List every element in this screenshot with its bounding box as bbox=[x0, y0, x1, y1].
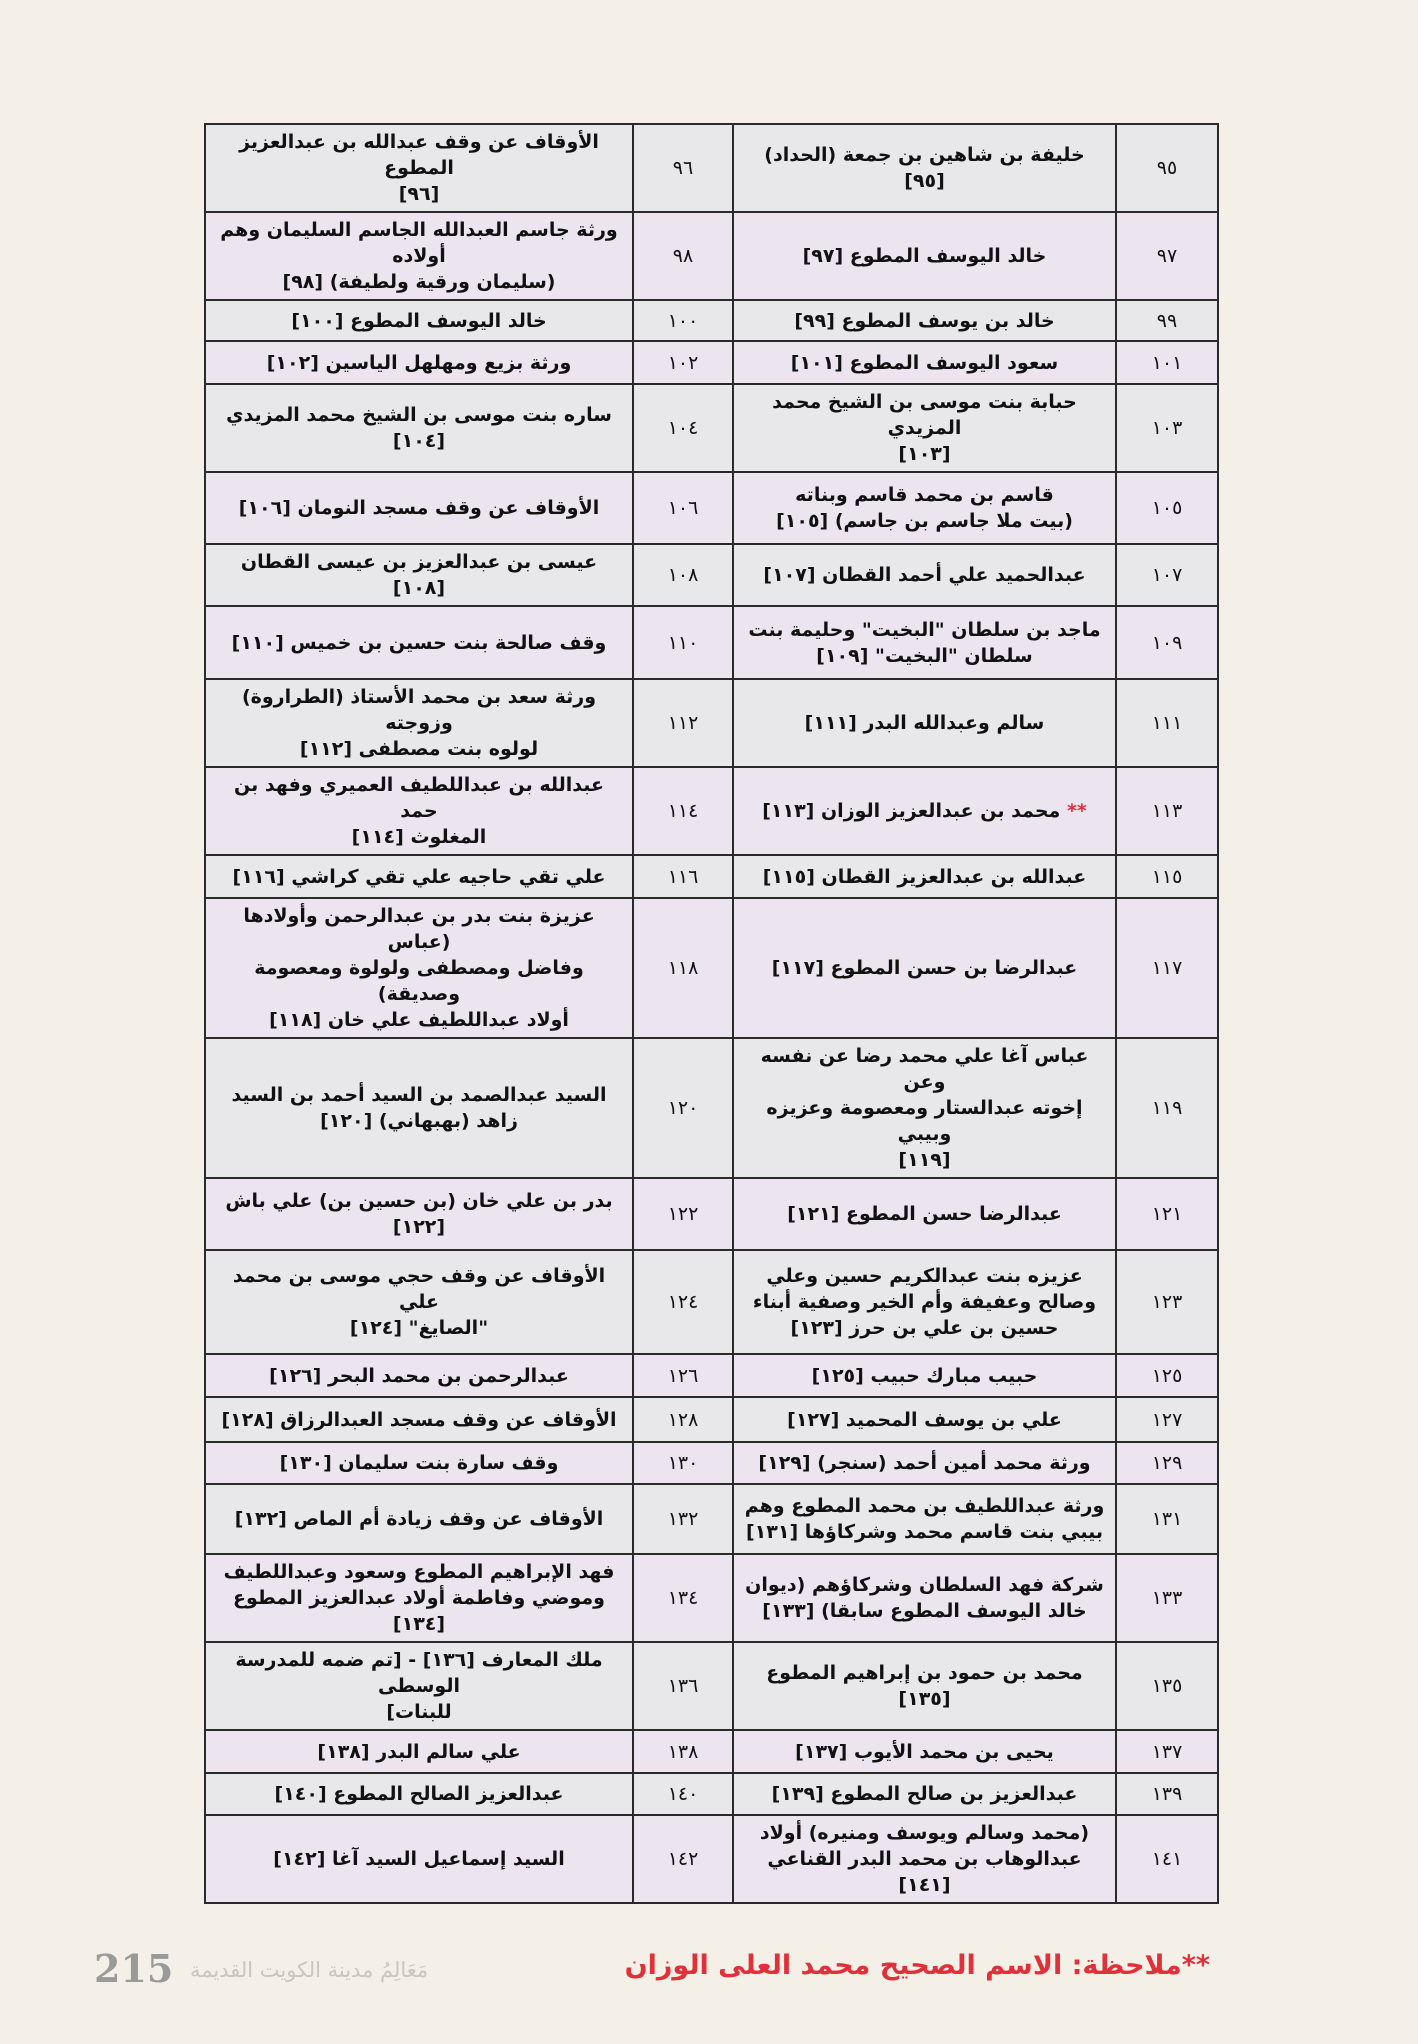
owner-cell bbox=[205, 384, 633, 472]
parcel-number: ١٣٧ bbox=[1116, 1730, 1218, 1773]
page-footer bbox=[80, 1944, 1220, 2044]
owner-name: قاسم بن محمد قاسم وبناته (بيت ملا جاسم بن جاسم) [١٠٥] bbox=[776, 484, 1073, 532]
owner-cell bbox=[205, 341, 633, 384]
owner-cell bbox=[205, 544, 633, 606]
owner-cell bbox=[205, 472, 633, 544]
owner-name: خليفة بن شاهين بن جمعة (الحداد) [٩٥] bbox=[764, 144, 1085, 192]
parcel-number: ١٣٢ bbox=[633, 1484, 733, 1554]
owner-name: علي بن يوسف المحميد [١٢٧] bbox=[787, 1408, 1062, 1431]
asterisk-mark: ** bbox=[1066, 800, 1087, 822]
parcel-number: ٩٧ bbox=[1116, 212, 1218, 300]
owner-name: ورثة جاسم العبدالله الجاسم السليمان وهم أولاده (سليمان ورقية ولطيفة) [٩٨] bbox=[220, 219, 618, 293]
owner-cell bbox=[733, 898, 1116, 1038]
owner-cell bbox=[205, 1484, 633, 1554]
owner-name: عيسى بن عبدالعزيز بن عيسى القطان [١٠٨] bbox=[240, 551, 598, 599]
parcel-number: ٩٩ bbox=[1116, 300, 1218, 341]
owner-cell bbox=[205, 1554, 633, 1642]
parcel-number: ١٣٤ bbox=[633, 1554, 733, 1642]
owner-name: خالد بن يوسف المطوع [٩٩] bbox=[794, 309, 1055, 332]
owner-cell bbox=[733, 212, 1116, 300]
parcel-number: ١٠٠ bbox=[633, 300, 733, 341]
owner-name: محمد بن حمود بن إبراهيم المطوع [١٣٥] bbox=[766, 1662, 1083, 1710]
parcel-number: ١١٥ bbox=[1116, 855, 1218, 898]
parcel-number: ٩٨ bbox=[633, 212, 733, 300]
table-row bbox=[205, 472, 1218, 544]
table-row bbox=[205, 384, 1218, 472]
owner-name: حبيب مبارك حبيب [١٢٥] bbox=[811, 1364, 1038, 1387]
owner-cell bbox=[205, 1773, 633, 1815]
owner-cell bbox=[205, 1038, 633, 1178]
table-row bbox=[205, 300, 1218, 341]
table-row bbox=[205, 1178, 1218, 1250]
owner-name: بدر بن علي خان (بن حسين بن) علي باش [١٢٢] bbox=[225, 1190, 613, 1238]
owner-cell bbox=[733, 544, 1116, 606]
parcel-number: ١١٣ bbox=[1116, 767, 1218, 855]
owner-name: محمد بن عبدالعزيز الوزان [١١٣] bbox=[762, 800, 1061, 822]
owner-cell bbox=[205, 212, 633, 300]
owner-name: سالم وعبدالله البدر [١١١] bbox=[804, 712, 1045, 734]
owner-cell bbox=[733, 384, 1116, 472]
owner-cell bbox=[733, 300, 1116, 341]
parcel-number: ١٤٢ bbox=[633, 1815, 733, 1903]
owner-name: السيد إسماعيل السيد آغا [١٤٢] bbox=[273, 1848, 565, 1870]
parcel-number: ١١٦ bbox=[633, 855, 733, 898]
owner-name: يحيى بن محمد الأيوب [١٣٧] bbox=[795, 1740, 1054, 1763]
table-row bbox=[205, 1397, 1218, 1442]
owner-cell bbox=[733, 855, 1116, 898]
owner-name: الأوقاف عن وقف زيادة أم الماص [١٣٢] bbox=[234, 1508, 604, 1530]
owner-name: ماجد بن سلطان "البخيت" وحليمة بنت سلطان "البخيت" [١٠٩] bbox=[748, 618, 1101, 667]
owner-name: عبدالحميد علي أحمد القطان [١٠٧] bbox=[763, 564, 1086, 586]
table-row bbox=[205, 1354, 1218, 1397]
owner-cell bbox=[733, 1397, 1116, 1442]
table-row bbox=[205, 767, 1218, 855]
parcel-number: ٩٥ bbox=[1116, 124, 1218, 212]
owner-name: حبابة بنت موسى بن الشيخ محمد المزيدي [١٠٣] bbox=[772, 391, 1077, 465]
parcel-number: ١٠٥ bbox=[1116, 472, 1218, 544]
parcel-number: ١٢٥ bbox=[1116, 1354, 1218, 1397]
owner-cell bbox=[205, 1815, 633, 1903]
owner-name: وقف سارة بنت سليمان [١٣٠] bbox=[279, 1452, 559, 1474]
owner-name: علي سالم البدر [١٣٨] bbox=[317, 1740, 521, 1763]
table-row bbox=[205, 679, 1218, 767]
owner-name: عبدالرضا حسن المطوع [١٢١] bbox=[787, 1203, 1062, 1225]
parcel-number: ١٤٠ bbox=[633, 1773, 733, 1815]
table-row bbox=[205, 1484, 1218, 1554]
owner-name: عبدالرحمن بن محمد البحر [١٢٦] bbox=[269, 1364, 569, 1387]
owner-cell bbox=[733, 472, 1116, 544]
table-row bbox=[205, 1642, 1218, 1730]
owner-name: شركة فهد السلطان وشركاؤهم (ديوان خالد اليوسف المطوع سابقا) [١٣٣] bbox=[745, 1574, 1104, 1622]
owner-name: ورثة بزيع ومهلهل الياسين [١٠٢] bbox=[266, 351, 572, 374]
parcel-number: ١١٨ bbox=[633, 898, 733, 1038]
table-row bbox=[205, 212, 1218, 300]
owner-cell bbox=[733, 606, 1116, 679]
owner-name: علي تقي حاجيه علي تقي كراشي [١١٦] bbox=[232, 865, 606, 888]
owner-name: فهد الإبراهيم المطوع وسعود وعبداللطيف وموضي وفاطمة أولاد عبدالعزيز المطوع [١٣٤] bbox=[223, 1561, 615, 1635]
owner-cell bbox=[733, 1815, 1116, 1903]
owner-cell bbox=[733, 1484, 1116, 1554]
owner-name: عباس آغا علي محمد رضا عن نفسه وعن إخوته عبدالستار ومعصومة وعزيزه وبيبي [١١٩] bbox=[760, 1045, 1089, 1171]
owner-name: الأوقاف عن وقف مسجد العبدالرزاق [١٢٨] bbox=[221, 1408, 617, 1431]
parcel-number: ١٠٩ bbox=[1116, 606, 1218, 679]
parcel-number: ١٣٣ bbox=[1116, 1554, 1218, 1642]
parcel-number: ١٠٧ bbox=[1116, 544, 1218, 606]
parcel-number: ١٤١ bbox=[1116, 1815, 1218, 1903]
table-row bbox=[205, 1442, 1218, 1484]
table-row bbox=[205, 1815, 1218, 1903]
owner-name: ورثة محمد أمين أحمد (سنجر) [١٢٩] bbox=[758, 1452, 1091, 1474]
table-row bbox=[205, 544, 1218, 606]
owner-name: (محمد وسالم ويوسف ومنيره) أولاد عبدالوهاب بن محمد البدر القناعي [١٤١] bbox=[759, 1822, 1090, 1896]
owner-name: ملك المعارف [١٣٦] - [تم ضمه للمدرسة الوسطى للبنات] bbox=[235, 1649, 603, 1723]
parcel-number: ١١٤ bbox=[633, 767, 733, 855]
owner-cell bbox=[205, 124, 633, 212]
table-row bbox=[205, 1038, 1218, 1178]
owner-cell bbox=[205, 1354, 633, 1397]
owner-cell bbox=[205, 1442, 633, 1484]
owner-cell bbox=[733, 679, 1116, 767]
owner-cell bbox=[205, 1642, 633, 1730]
parcel-number: ١٣٥ bbox=[1116, 1642, 1218, 1730]
parcel-number: ١١٢ bbox=[633, 679, 733, 767]
correction-note: **ملاحظة: الاسم الصحيح محمد العلى الوزان bbox=[624, 1950, 1210, 1981]
owner-name: عبدالرضا بن حسن المطوع [١١٧] bbox=[771, 957, 1078, 979]
parcel-number: ١٢١ bbox=[1116, 1178, 1218, 1250]
parcel-number: ١٠٤ bbox=[633, 384, 733, 472]
owner-cell bbox=[733, 124, 1116, 212]
owner-name: ساره بنت موسى بن الشيخ محمد المزيدي [١٠٤] bbox=[226, 404, 612, 452]
parcel-number: ٩٦ bbox=[633, 124, 733, 212]
owner-name: ورثة عبداللطيف بن محمد المطوع وهم بيبي بنت قاسم محمد وشركاؤها [١٣١] bbox=[744, 1495, 1105, 1543]
owner-cell bbox=[205, 1397, 633, 1442]
parcel-number: ١١١ bbox=[1116, 679, 1218, 767]
owner-cell bbox=[205, 606, 633, 679]
book-title: مَعَالِمُ مدينة الكويت القديمة bbox=[190, 1958, 429, 1982]
owner-name: عبدالله بن عبداللطيف العميري وفهد بن حمد المغلوث [١١٤] bbox=[233, 774, 605, 848]
table-row bbox=[205, 855, 1218, 898]
owner-cell bbox=[205, 1250, 633, 1354]
owner-cell bbox=[733, 1250, 1116, 1354]
parcel-number: ١٣١ bbox=[1116, 1484, 1218, 1554]
parcel-number: ١٢٧ bbox=[1116, 1397, 1218, 1442]
parcel-number: ١٢٣ bbox=[1116, 1250, 1218, 1354]
owner-cell bbox=[733, 1354, 1116, 1397]
parcel-number: ١٣٨ bbox=[633, 1730, 733, 1773]
owner-cell bbox=[733, 1773, 1116, 1815]
owner-cell bbox=[205, 898, 633, 1038]
owner-cell bbox=[205, 679, 633, 767]
owner-name: ورثة سعد بن محمد الأستاذ (الطراروة) وزوجته لولوه بنت مصطفى [١١٢] bbox=[241, 686, 597, 760]
owner-cell bbox=[733, 1554, 1116, 1642]
owner-cell bbox=[733, 1442, 1116, 1484]
table-row bbox=[205, 124, 1218, 212]
owner-name: الأوقاف عن وقف مسجد النومان [١٠٦] bbox=[238, 497, 600, 519]
parcel-number: ١٠٢ bbox=[633, 341, 733, 384]
parcel-number: ١٠٨ bbox=[633, 544, 733, 606]
parcel-number: ١١٠ bbox=[633, 606, 733, 679]
owner-cell bbox=[733, 341, 1116, 384]
owner-name: عبدالله بن عبدالعزيز القطان [١١٥] bbox=[762, 865, 1087, 888]
parcels-table bbox=[204, 123, 1219, 1904]
parcel-number: ١٢٠ bbox=[633, 1038, 733, 1178]
table-row bbox=[205, 606, 1218, 679]
parcel-number: ١١٩ bbox=[1116, 1038, 1218, 1178]
owner-name: الأوقاف عن وقف عبدالله بن عبدالعزيز المطوع [٩٦] bbox=[239, 131, 599, 205]
owner-cell bbox=[733, 1038, 1116, 1178]
parcel-number: ١٠٦ bbox=[633, 472, 733, 544]
owner-name: السيد عبدالصمد بن السيد أحمد بن السيد زاهد (بهبهاني) [١٢٠] bbox=[231, 1084, 607, 1132]
owner-cell bbox=[733, 1178, 1116, 1250]
parcel-number: ١٢٩ bbox=[1116, 1442, 1218, 1484]
table-row bbox=[205, 1250, 1218, 1354]
owner-cell bbox=[205, 1178, 633, 1250]
owner-name: الأوقاف عن وقف حجي موسى بن محمد علي "الصايغ" [١٢٤] bbox=[232, 1265, 606, 1339]
parcel-number: ١٢٦ bbox=[633, 1354, 733, 1397]
owner-name: عزيزة بنت بدر بن عبدالرحمن وأولادها (عباس وفاضل ومصطفى ولولوة ومعصومة وصديقة) أولاد عبداللطيف علي خان [١١٨] bbox=[243, 905, 595, 1031]
owner-name: خالد اليوسف المطوع [١٠٠] bbox=[291, 309, 547, 332]
parcel-number: ١٢٨ bbox=[633, 1397, 733, 1442]
owner-name: عبدالعزيز بن صالح المطوع [١٣٩] bbox=[771, 1783, 1078, 1805]
owner-name: عزيزه بنت عبدالكريم حسين وعلي وصالح وعفيفة وأم الخير وصفية أبناء حسين بن علي بن حرز [١٢٣] bbox=[752, 1265, 1097, 1339]
table-row bbox=[205, 1730, 1218, 1773]
owner-cell bbox=[205, 855, 633, 898]
parcel-number: ١٢٢ bbox=[633, 1178, 733, 1250]
owner-cell bbox=[733, 767, 1116, 855]
owner-name: خالد اليوسف المطوع [٩٧] bbox=[802, 245, 1047, 267]
parcel-number: ١٣٩ bbox=[1116, 1773, 1218, 1815]
owner-name: وقف صالحة بنت حسين بن خميس [١١٠] bbox=[231, 631, 607, 654]
owner-cell bbox=[205, 767, 633, 855]
table-row bbox=[205, 898, 1218, 1038]
parcel-number: ١٠١ bbox=[1116, 341, 1218, 384]
table-row bbox=[205, 1554, 1218, 1642]
parcel-number: ١٠٣ bbox=[1116, 384, 1218, 472]
page-number: 215 bbox=[94, 1946, 174, 1991]
owner-cell bbox=[733, 1730, 1116, 1773]
owner-cell bbox=[205, 300, 633, 341]
parcel-number: ١٣٠ bbox=[633, 1442, 733, 1484]
parcel-number: ١١٧ bbox=[1116, 898, 1218, 1038]
parcel-number: ١٢٤ bbox=[633, 1250, 733, 1354]
owner-name: سعود اليوسف المطوع [١٠١] bbox=[790, 351, 1059, 374]
table-row bbox=[205, 341, 1218, 384]
table-row bbox=[205, 1773, 1218, 1815]
owner-cell bbox=[205, 1730, 633, 1773]
owner-cell bbox=[733, 1642, 1116, 1730]
owner-name: عبدالعزيز الصالح المطوع [١٤٠] bbox=[274, 1783, 564, 1805]
parcel-number: ١٣٦ bbox=[633, 1642, 733, 1730]
